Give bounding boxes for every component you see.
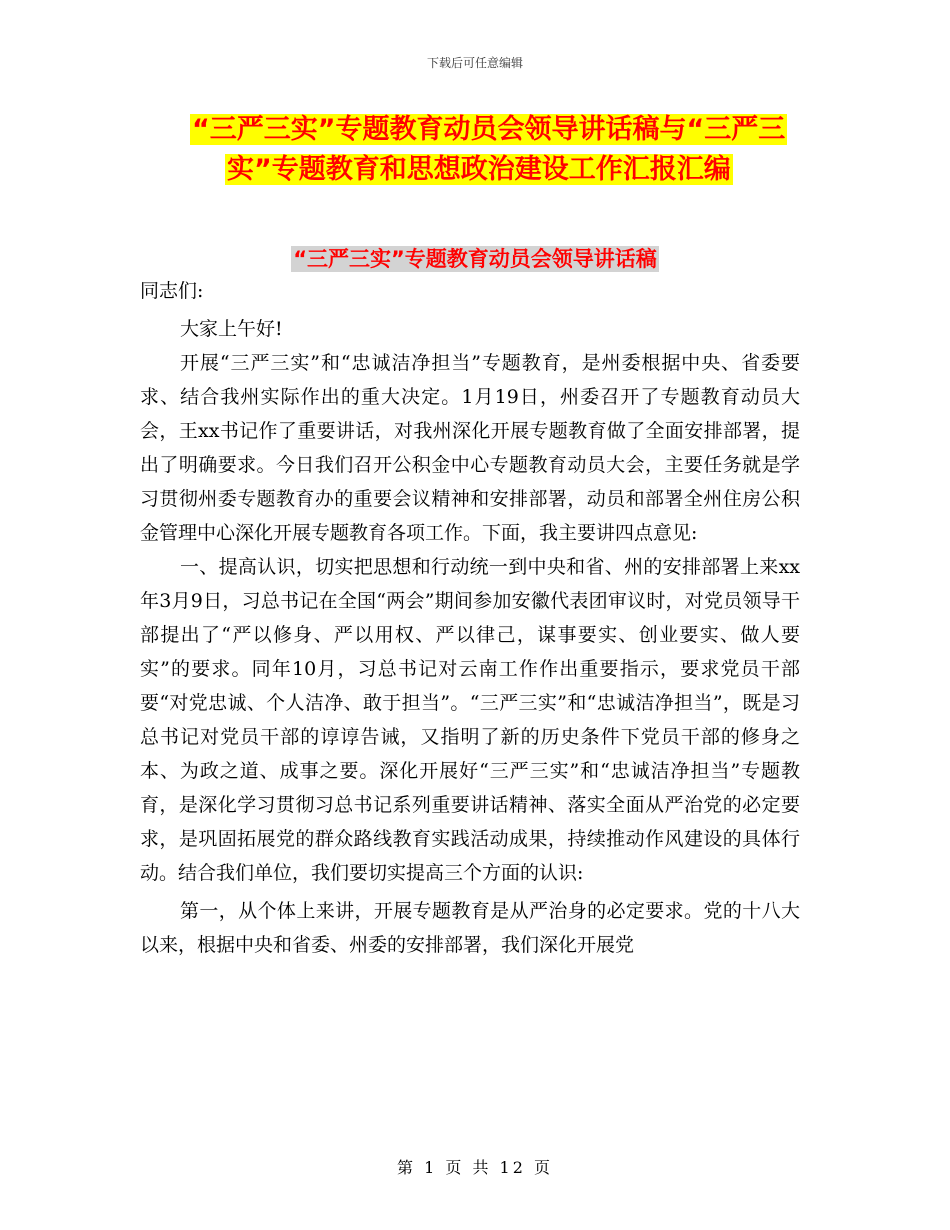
title-line-2-text: 实”专题教育和思想政治建设工作汇报汇编	[227, 154, 731, 185]
title-line-1-text: “三严三实”专题教育动员会领导讲话稿与“三严三	[192, 114, 786, 145]
section-title-text: “三严三实”专题教育动员会领导讲话稿	[293, 247, 657, 271]
body-paragraph: 一、提高认识，切实把思想和行动统一到中央和省、州的安排部署上来xx年3月9日，习总书记在全国“两会”期间参加安徽代表团审议时，对党员领导干部提出了“严以修身、严以用权、严以律己，谋事要实、创业要实、做人要实”的要求。同年10月，习总书记对云南工作作出重要指示，要求党员干部要“对党忠诚、个人洁净、敢于担当”。“三严三实”和“忠诚洁净担当”，既是习总书记对党员干部的谆谆告诫，又指明了新的历史条件下党员干部的修身之本、为政之道、成事之要。深化开展好“三严三实”和“忠诚洁净担当”专题教育，是深化学习贯彻习总书记系列重要讲话精神、落实全面从严治党的必定要求，是巩固拓展党的群众路线教育实践活动成果，持续推动作风建设的具体行动。结合我们单位，我们要切实提高三个方面的认识:	[140, 556, 800, 884]
greeting: 大家上午好!	[180, 318, 283, 340]
body-paragraph: 开展“三严三实”和“忠诚洁净担当”专题教育，是州委根据中央、省委要求、结合我州实际作出的重大决定。1月19日，州委召开了专题教育动员大会，王xx书记作了重要讲话，对我州深化开展专题教育做了全面安排部署，提出了明确要求。今日我们召开公积金中心专题教育动员大会，主要任务就是学习贯彻州委专题教育办的重要会议精神和安排部署，动员和部署全州住房公积金管理中心深化开展专题教育各项工作。下面，我主要讲四点意见:	[140, 352, 800, 544]
header-note: 下载后可任意编辑	[426, 56, 523, 70]
title-line-2	[140, 150, 820, 190]
salutation: 同志们:	[140, 280, 204, 302]
body-paragraph: 第一，从个体上来讲，开展专题教育是从严治身的必定要求。党的十八大以来，根据中央和省委、州委的安排部署，我们深化开展党	[140, 900, 800, 956]
page-footer: 第 1 页 共 12 页	[397, 1158, 553, 1177]
document-body	[140, 274, 800, 962]
title-line-1	[140, 110, 820, 150]
section-title	[0, 243, 950, 273]
document-title	[140, 110, 820, 190]
